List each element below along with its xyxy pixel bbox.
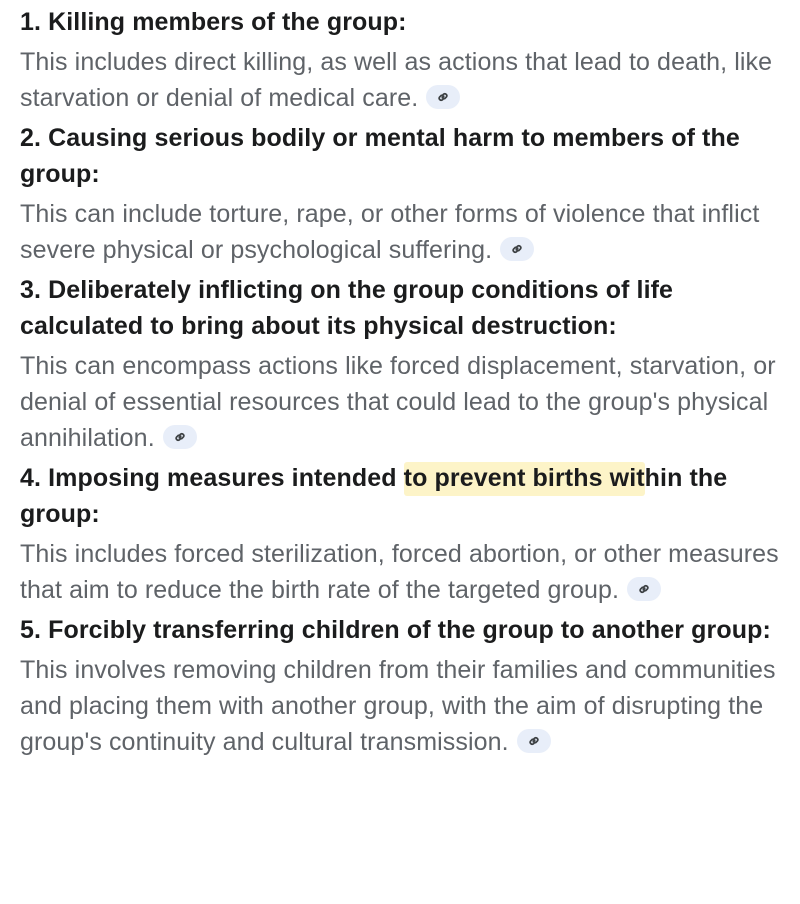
source-link-button[interactable] [426,85,460,109]
item-description-text: This can include torture, rape, or other forms of violence that inflict severe physical or psychological suffering. [20,200,760,264]
list-item [20,4,790,116]
item-description-text: This includes forced sterilization, forced abortion, or other measures that aim to reduce the birth rate of the targeted group. [20,540,779,604]
list-item [20,460,790,608]
item-heading: 5. Forcibly transferring children of the group to another group: [20,616,771,644]
heading-text: 4. Imposing measures intended [20,464,404,492]
item-description [20,536,790,608]
item-description-text: This involves removing children from their families and communities and placing them with another group, with the aim of disrupting the group's continuity and cultural transmission. [20,656,776,756]
link-icon [510,242,524,256]
source-link-button[interactable] [627,577,661,601]
source-link-button[interactable] [500,237,534,261]
item-heading: 2. Causing serious bodily or mental harm to members of the group: [20,124,740,188]
link-icon [436,90,450,104]
text-highlight: to prevent births wit [404,462,645,496]
genocide-acts-list [20,4,790,760]
source-link-button[interactable] [517,729,551,753]
link-icon [527,734,541,748]
item-description-text: This can encompass actions like forced displacement, starvation, or denial of essential resources that could lead to the group's physical annihilation. [20,352,776,452]
item-heading: 1. Killing members of the group: [20,8,407,36]
heading-text: hin the group: [20,464,728,528]
list-item [20,272,790,456]
item-description [20,44,790,116]
source-link-button[interactable] [163,425,197,449]
item-description-text: This includes direct killing, as well as actions that lead to death, like starvation or denial of medical care. [20,48,773,112]
list-item [20,120,790,268]
item-heading: 3. Deliberately inflicting on the group conditions of life calculated to bring about its physical destruction: [20,276,674,340]
item-description [20,196,790,268]
item-description [20,652,790,760]
list-item [20,612,790,760]
link-icon [637,582,651,596]
link-icon [173,430,187,444]
item-heading [20,460,790,532]
item-description [20,348,790,456]
